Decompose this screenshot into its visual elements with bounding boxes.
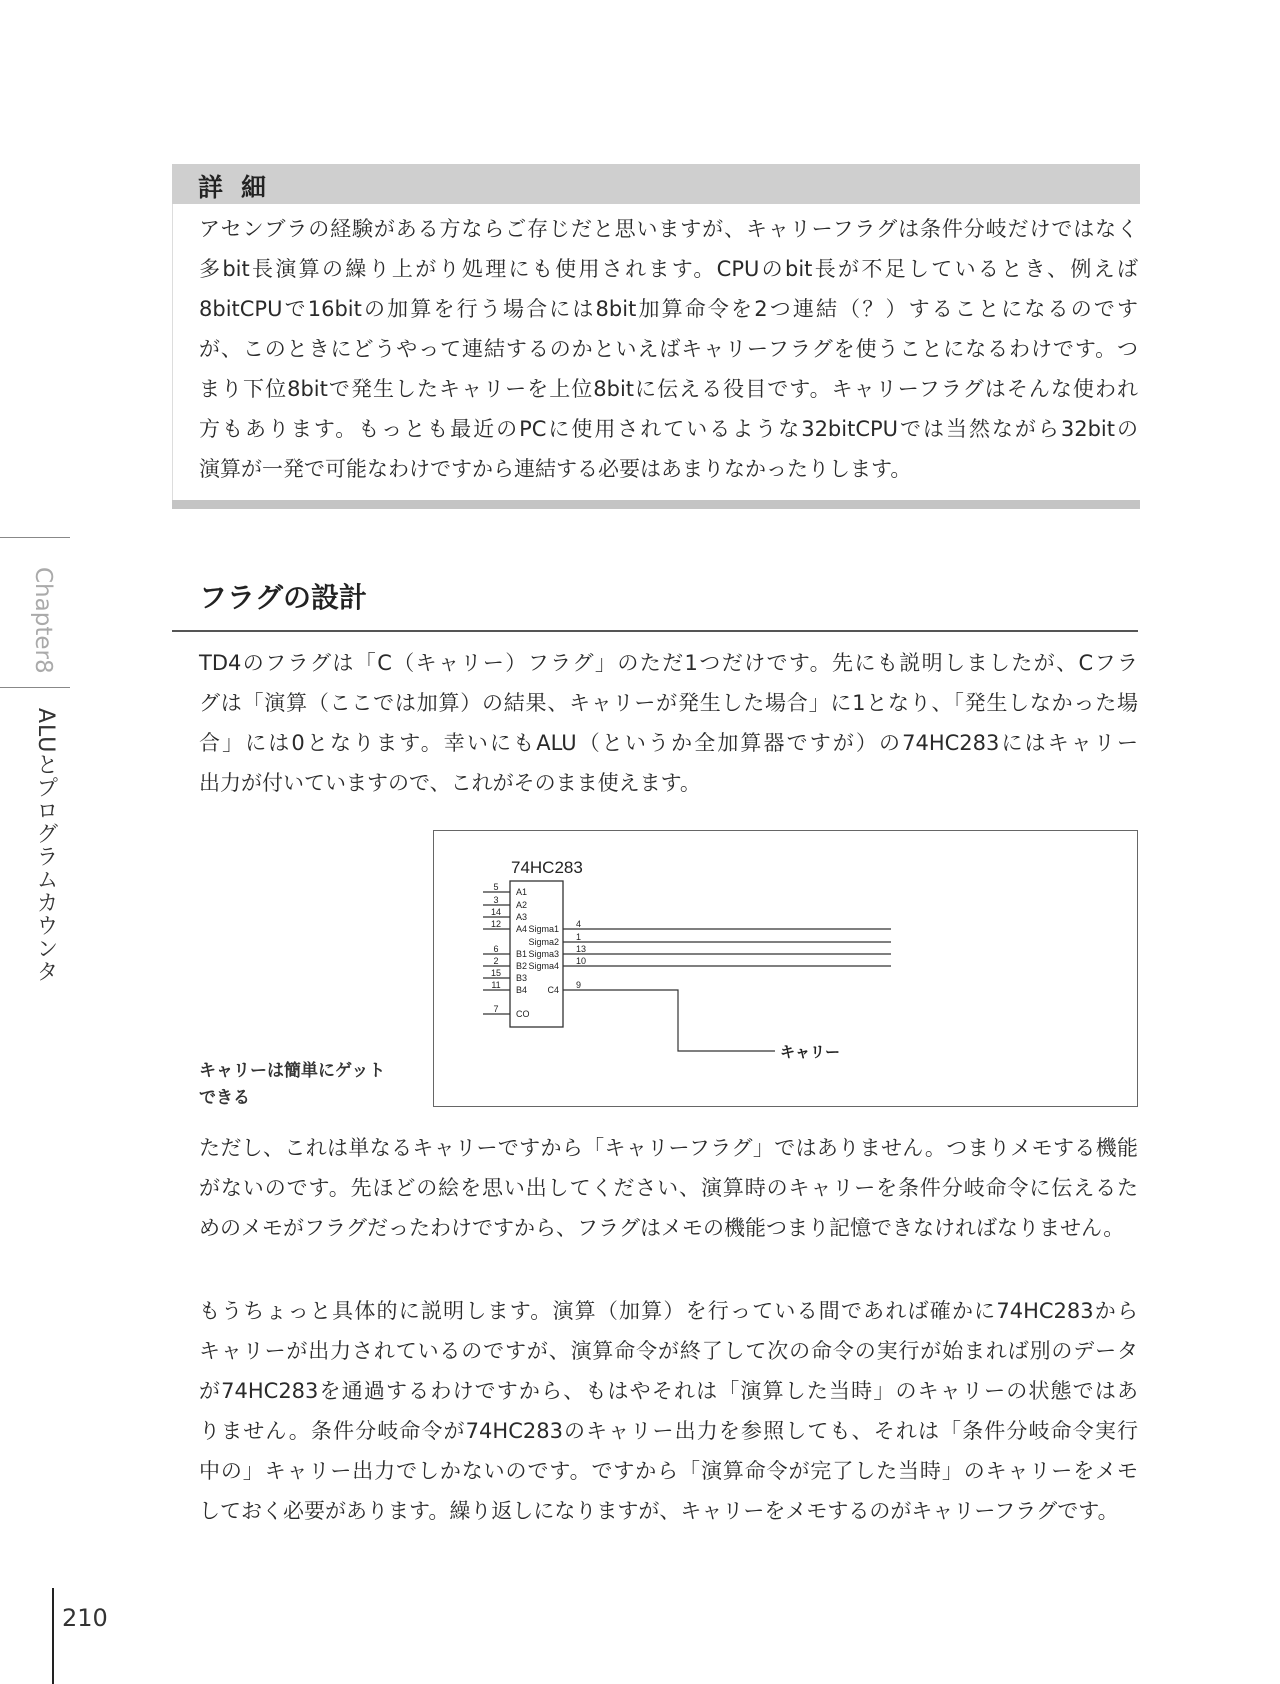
pin-number: 3 <box>493 895 499 905</box>
pin-name: C4 <box>547 985 559 995</box>
pin-number: 7 <box>493 1004 499 1014</box>
pin-number: 2 <box>493 956 499 966</box>
pin-number: 12 <box>490 919 502 929</box>
pin-name: B3 <box>516 973 528 983</box>
text-line: が、このときにどうやって連結するのかといえばキャリーフラグを使うことになるわけです。つ <box>199 337 1138 361</box>
pin-name: CO <box>516 1009 530 1019</box>
heading-rule <box>172 630 1138 632</box>
pin-number: 11 <box>491 980 501 990</box>
figure-caption <box>199 1058 385 1112</box>
text-line: ただし、これは単なるキャリーですから「キャリーフラグ」ではありません。つまりメモする機能 <box>199 1136 1138 1160</box>
paragraph-2 <box>199 1128 1138 1248</box>
text-line: 演算が一発で可能なわけですから連結する必要はあまりなかったりします。 <box>199 457 912 481</box>
text-line: りません。条件分岐命令が74HC283のキャリー出力を参照しても、それは「条件分岐命令実行 <box>199 1419 1138 1443</box>
pin-number: 5 <box>493 882 499 892</box>
pin-name: A1 <box>516 887 528 897</box>
text-line: が74HC283を通過するわけですから、もはやそれは「演算した当時」のキャリーの状態ではあ <box>199 1379 1138 1403</box>
circuit-svg <box>433 830 1138 1107</box>
pin-name: Sigma1 <box>528 924 559 934</box>
pin-number: 9 <box>576 980 582 990</box>
page-number: 210 <box>62 1604 108 1632</box>
pin-number: 14 <box>490 907 502 917</box>
text-line: 合」には0となります。幸いにもALU（というか全加算器ですが）の74HC283にはキャリー <box>199 731 1138 755</box>
pin-name: B4 <box>516 985 528 995</box>
pin-name: B1 <box>516 949 528 959</box>
carry-wire <box>563 990 775 1051</box>
text-line: めのメモがフラグだったわけですから、フラグはメモの機能つまり記憶できなければなりません。 <box>199 1216 1125 1240</box>
text-line: 多bit長演算の繰り上がり処理にも使用されます。CPUのbit長が不足しているとき、例えば <box>199 257 1138 281</box>
text-line: しておく必要があります。繰り返しになりますが、キャリーをメモするのがキャリーフラグです。 <box>199 1499 1119 1523</box>
caption-line: できる <box>199 1088 250 1108</box>
text-line: もうちょっと具体的に説明します。演算（加算）を行っている間であれば確かに74HC283から <box>199 1299 1138 1323</box>
carry-label: キャリー <box>780 1044 841 1061</box>
detail-text <box>199 209 1138 489</box>
pin-name: Sigma2 <box>528 937 559 947</box>
paragraph-3 <box>199 1291 1138 1531</box>
pin-number: 1 <box>576 932 582 942</box>
page-edge-rule <box>52 1588 54 1684</box>
text-line: 方もあります。もっとも最近のPCに使用されているような32bitCPUでは当然ながら32bitの <box>199 417 1138 441</box>
text-line: まり下位8bitで発生したキャリーを上位8bitに伝える役目です。キャリーフラグはそんな使われ <box>199 377 1138 401</box>
pin-number: 15 <box>490 968 502 978</box>
pin-name: Sigma4 <box>528 961 559 971</box>
pin-number: 6 <box>493 944 499 954</box>
text-line: キャリーが出力されているのですが、演算命令が終了して次の命令の実行が始まれば別のデータ <box>199 1339 1138 1363</box>
chip-label: 74HC283 <box>511 858 583 877</box>
text-line: 出力が付いていますので、これがそのまま使えます。 <box>199 771 701 795</box>
text-line: 中の」キャリー出力でしかないのです。ですから「演算命令が完了した当時」のキャリーをメモ <box>199 1459 1138 1483</box>
side-chapter-label: Chapter8 <box>30 567 56 674</box>
pin-number: 13 <box>576 944 587 954</box>
text-line: 8bitCPUで16bitの加算を行う場合には8bit加算命令を2つ連結（？）することになるのです <box>199 297 1138 321</box>
circuit-diagram <box>433 830 1138 1107</box>
pin-name: A2 <box>516 900 528 910</box>
pin-name: A4 <box>516 924 528 934</box>
text-line: アセンブラの経験がある方ならご存じだと思いますが、キャリーフラグは条件分岐だけではなく <box>199 217 1138 241</box>
side-chapter-title: ALUとプログラムカウンタ <box>33 708 58 984</box>
section-heading: フラグの設計 <box>199 581 368 614</box>
side-divider <box>0 687 70 688</box>
text-line: グは「演算（ここでは加算）の結果、キャリーが発生した場合」に1となり、「発生しなかった場 <box>199 691 1138 715</box>
text-line: がないのです。先ほどの絵を思い出してください、演算時のキャリーを条件分岐命令に伝えるた <box>199 1176 1138 1200</box>
detail-box-header <box>172 164 1140 204</box>
pin-number: 10 <box>576 956 587 966</box>
paragraph-1 <box>199 643 1138 803</box>
pin-name: A3 <box>516 912 528 922</box>
text-line: TD4のフラグは「C（キャリー）フラグ」のただ1つだけです。先にも説明しましたが、Cフラ <box>199 651 1138 675</box>
caption-line: キャリーは簡単にゲット <box>199 1061 386 1081</box>
pin-name: Sigma3 <box>528 949 559 959</box>
detail-box-bottom-bar <box>172 500 1140 509</box>
detail-title: 詳細 <box>198 173 285 202</box>
side-divider <box>0 537 70 538</box>
pin-name: B2 <box>516 961 528 971</box>
pin-number: 4 <box>576 919 582 929</box>
